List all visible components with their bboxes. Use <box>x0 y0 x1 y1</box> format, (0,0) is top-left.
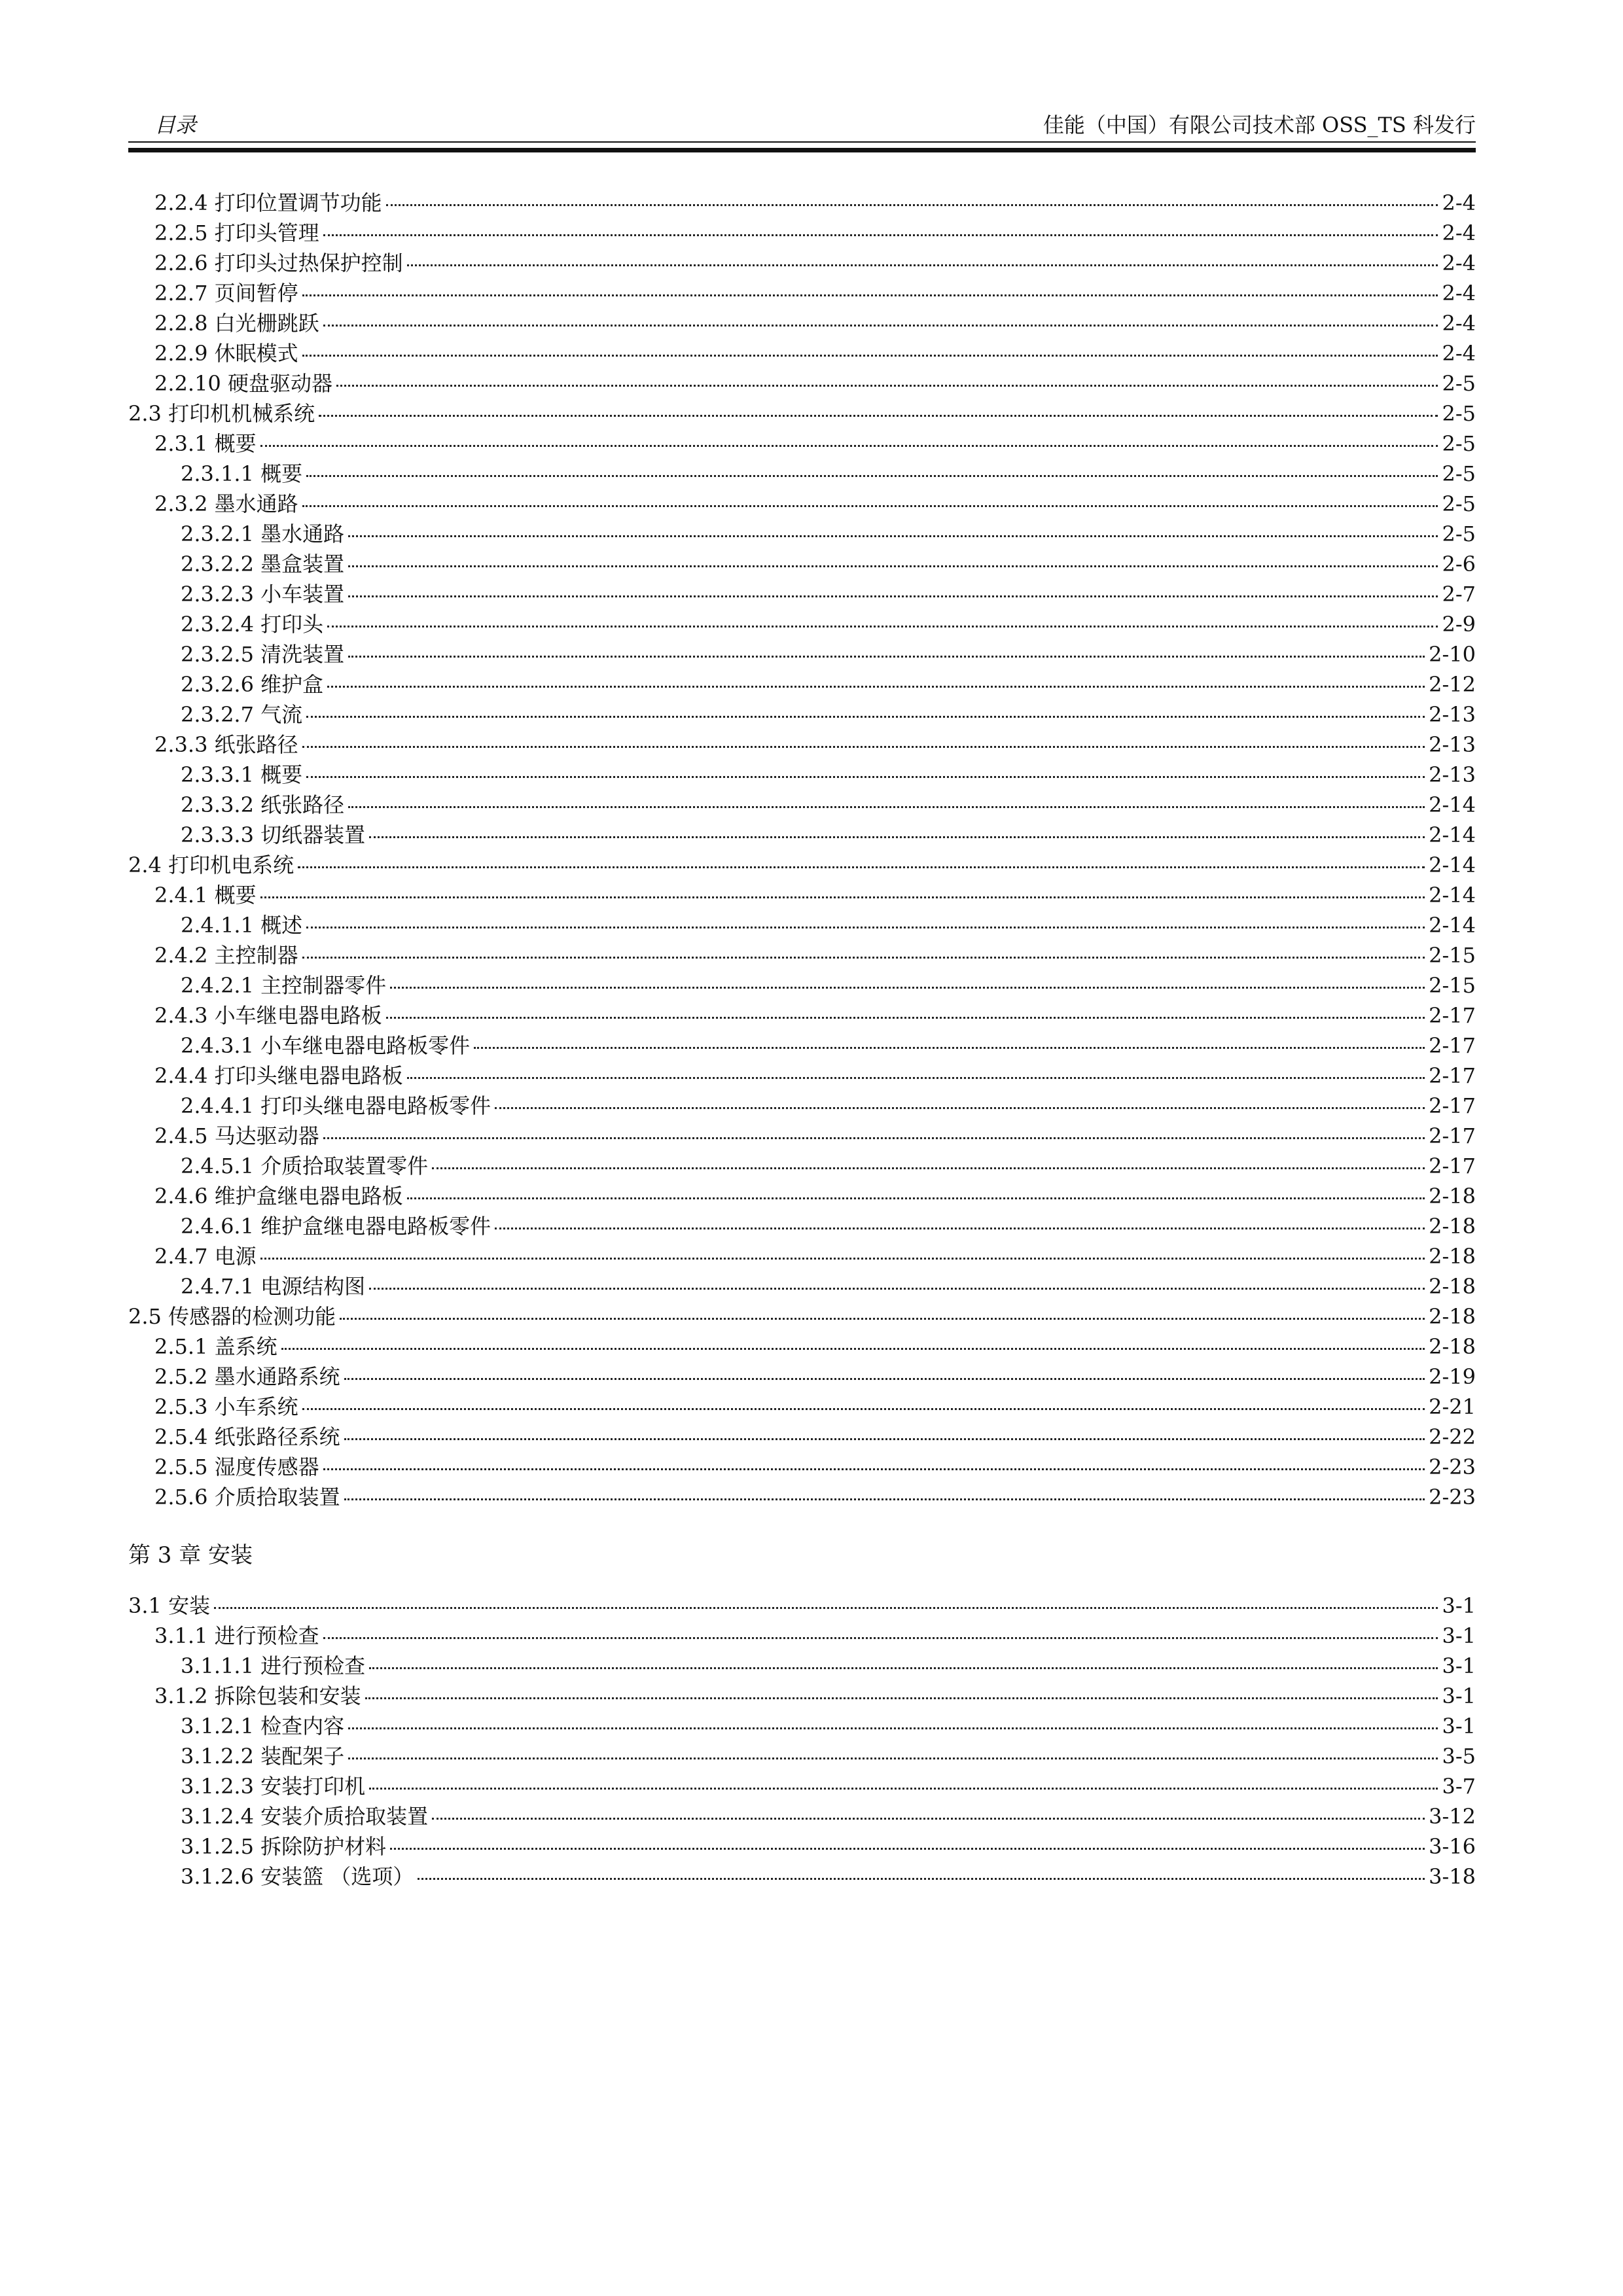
toc-entry-title: 2.5.3 小车系统 <box>154 1394 298 1419</box>
toc-entry[interactable] <box>128 1650 1476 1680</box>
toc-entry-page: 3-1 <box>1442 1714 1476 1739</box>
toc-entry-page: 2-14 <box>1429 822 1476 847</box>
toc-entry-page: 3-1 <box>1442 1653 1476 1678</box>
toc-entry-page: 2-14 <box>1429 913 1476 938</box>
toc-section-chapter3 <box>128 1589 1476 1890</box>
toc-leader-dots <box>302 1408 1425 1410</box>
toc-entry[interactable] <box>128 307 1476 337</box>
toc-entry[interactable] <box>128 247 1476 277</box>
toc-leader-dots <box>306 716 1425 718</box>
toc-entry[interactable] <box>128 1360 1476 1390</box>
toc-entry-title: 2.3 打印机机械系统 <box>128 401 315 426</box>
toc-entry-page: 2-23 <box>1429 1455 1476 1479</box>
toc-entry[interactable] <box>128 1150 1476 1180</box>
toc-entry-title: 2.4.7.1 电源结构图 <box>181 1274 366 1299</box>
toc-entry[interactable] <box>128 367 1476 397</box>
toc-entry[interactable] <box>128 427 1476 457</box>
toc-entry-title: 2.4.3 小车继电器电路板 <box>154 1003 382 1028</box>
toc-entry[interactable] <box>128 668 1476 698</box>
toc-entry[interactable] <box>128 879 1476 909</box>
toc-entry-title: 2.3.2.5 清洗装置 <box>181 642 345 667</box>
toc-entry-page: 3-12 <box>1429 1804 1476 1829</box>
toc-entry[interactable] <box>128 1180 1476 1210</box>
toc-leader-dots <box>369 836 1425 838</box>
toc-entry-title: 2.5 传感器的检测功能 <box>128 1304 336 1329</box>
toc-entry-title: 2.5.6 介质拾取装置 <box>154 1485 340 1510</box>
toc-entry-title: 2.2.7 页间暂停 <box>154 281 298 306</box>
toc-entry-title: 2.2.5 打印头管理 <box>154 221 319 245</box>
toc-entry-page: 2-21 <box>1429 1394 1476 1419</box>
toc-entry[interactable] <box>128 819 1476 849</box>
toc-entry-page: 2-10 <box>1429 642 1476 667</box>
toc-leader-dots <box>390 987 1425 989</box>
toc-leader-dots <box>432 1167 1425 1169</box>
toc-entry-title: 2.3.2.2 墨盒装置 <box>181 552 345 576</box>
toc-leader-dots <box>302 294 1438 296</box>
toc-leader-dots <box>260 445 1438 447</box>
toc-leader-dots <box>474 1047 1425 1049</box>
toc-entry-page: 2-18 <box>1429 1184 1476 1209</box>
toc-entry[interactable] <box>128 578 1476 608</box>
toc-leader-dots <box>323 1468 1425 1470</box>
toc-leader-dots <box>302 505 1438 507</box>
toc-leader-dots <box>323 1137 1425 1139</box>
toc-entry-title: 3.1.2.2 装配架子 <box>181 1744 345 1769</box>
toc-entry-page: 3-18 <box>1429 1864 1476 1889</box>
toc-leader-dots <box>344 1498 1425 1500</box>
toc-entry-page: 3-1 <box>1442 1623 1476 1648</box>
toc-leader-dots <box>365 1697 1438 1699</box>
toc-entry-title: 2.4.3.1 小车继电器电路板零件 <box>181 1033 471 1058</box>
toc-entry[interactable] <box>128 1740 1476 1770</box>
toc-entry-page: 3-7 <box>1442 1774 1476 1799</box>
toc-leader-dots <box>260 1258 1425 1260</box>
toc-leader-dots <box>386 1017 1425 1019</box>
toc-entry-page: 2-7 <box>1442 582 1476 607</box>
toc-entry-title: 2.3.2 墨水通路 <box>154 491 298 516</box>
toc-entry[interactable] <box>128 186 1476 217</box>
toc-entry-page: 2-15 <box>1429 973 1476 998</box>
toc-entry-title: 2.5.2 墨水通路系统 <box>154 1364 340 1389</box>
toc-entry[interactable] <box>128 1860 1476 1890</box>
toc-entry[interactable] <box>128 1800 1476 1830</box>
toc-entry-page: 2-17 <box>1429 1003 1476 1028</box>
toc-leader-dots <box>214 1607 1438 1609</box>
toc-entry-page: 3-1 <box>1442 1593 1476 1618</box>
toc-entry-title: 3.1.1.1 进行预检查 <box>181 1653 366 1678</box>
toc-entry-page: 2-17 <box>1429 1093 1476 1118</box>
toc-leader-dots <box>323 325 1438 327</box>
toc-entry-title: 3.1.1 进行预检查 <box>154 1623 319 1648</box>
toc-entry-title: 2.4.1 概要 <box>154 883 257 908</box>
toc-leader-dots <box>390 1848 1425 1850</box>
toc-entry-title: 2.4 打印机电系统 <box>128 853 294 877</box>
toc-entry[interactable] <box>128 487 1476 518</box>
toc-entry-page: 2-5 <box>1442 431 1476 456</box>
toc-entry-title: 2.3.3 纸张路径 <box>154 732 298 757</box>
toc-entry[interactable] <box>128 1680 1476 1710</box>
toc-entry[interactable] <box>128 999 1476 1029</box>
toc-entry-page: 2-17 <box>1429 1063 1476 1088</box>
header-rule-thin <box>128 141 1476 143</box>
toc-entry-page: 3-16 <box>1429 1834 1476 1859</box>
toc-leader-dots <box>432 1818 1425 1820</box>
toc-entry[interactable] <box>128 969 1476 999</box>
toc-entry-page: 2-4 <box>1442 190 1476 215</box>
toc-entry-title: 2.3.2.3 小车装置 <box>181 582 345 607</box>
toc-entry-page: 2-17 <box>1429 1033 1476 1058</box>
toc-entry[interactable] <box>128 849 1476 879</box>
toc-entry[interactable] <box>128 1330 1476 1360</box>
toc-leader-dots <box>386 204 1438 206</box>
toc-entry-page: 2-17 <box>1429 1154 1476 1178</box>
toc-entry[interactable] <box>128 788 1476 819</box>
toc-entry-title: 2.2.9 休眠模式 <box>154 341 298 366</box>
toc-entry[interactable] <box>128 1120 1476 1150</box>
toc-entry-title: 2.3.2.7 气流 <box>181 702 303 727</box>
header-section-title: 目录 <box>154 113 197 137</box>
header-publisher: 佳能（中国）有限公司技术部 OSS_TS 科发行 <box>1043 113 1476 137</box>
toc-entry-title: 2.4.5.1 介质拾取装置零件 <box>181 1154 429 1178</box>
toc-leader-dots <box>323 234 1438 236</box>
toc-entry-title: 2.4.4 打印头继电器电路板 <box>154 1063 403 1088</box>
toc-leader-dots <box>336 385 1438 387</box>
toc-entry-page: 2-14 <box>1429 853 1476 877</box>
toc-entry-title: 2.2.4 打印位置调节功能 <box>154 190 382 215</box>
toc-entry[interactable] <box>128 1710 1476 1740</box>
toc-entry-title: 2.3.2.1 墨水通路 <box>181 521 345 546</box>
toc-entry-title: 2.4.2 主控制器 <box>154 943 298 968</box>
toc-entry-page: 2-6 <box>1442 552 1476 576</box>
toc-leader-dots <box>348 535 1438 537</box>
toc-leader-dots <box>319 415 1438 417</box>
toc-entry-page: 2-5 <box>1442 461 1476 486</box>
toc-entry[interactable] <box>128 1481 1476 1511</box>
toc-entry[interactable] <box>128 1619 1476 1650</box>
toc-leader-dots <box>302 957 1425 959</box>
toc-leader-dots <box>306 475 1438 477</box>
toc-entry-page: 2-4 <box>1442 311 1476 336</box>
toc-entry-page: 2-17 <box>1429 1123 1476 1148</box>
toc-entry[interactable] <box>128 1300 1476 1330</box>
toc-entry[interactable] <box>128 1089 1476 1120</box>
toc-entry[interactable] <box>128 548 1476 578</box>
toc-entry[interactable] <box>128 457 1476 487</box>
toc-leader-dots <box>306 776 1425 778</box>
toc-entry-title: 2.5.4 纸张路径系统 <box>154 1424 340 1449</box>
toc-entry-page: 2-18 <box>1429 1214 1476 1239</box>
toc-entry-title: 2.4.7 电源 <box>154 1244 257 1269</box>
toc-entry[interactable] <box>128 1770 1476 1800</box>
toc-leader-dots <box>348 595 1438 597</box>
toc-leader-dots <box>407 1197 1425 1199</box>
toc-entry-page: 2-5 <box>1442 521 1476 546</box>
toc-leader-dots <box>418 1878 1425 1880</box>
toc-entry-page: 2-4 <box>1442 221 1476 245</box>
toc-entry-title: 2.4.6 维护盒继电器电路板 <box>154 1184 403 1209</box>
toc-entry-page: 2-13 <box>1429 702 1476 727</box>
toc-entry-title: 2.3.1.1 概要 <box>181 461 303 486</box>
toc-leader-dots <box>302 355 1438 357</box>
toc-entry-page: 3-5 <box>1442 1744 1476 1769</box>
toc-entry-page: 2-4 <box>1442 281 1476 306</box>
toc-entry-page: 2-12 <box>1429 672 1476 697</box>
toc-entry-title: 2.3.2.4 打印头 <box>181 612 324 637</box>
toc-entry-title: 2.5.1 盖系统 <box>154 1334 277 1359</box>
toc-entry[interactable] <box>128 1451 1476 1481</box>
toc-entry[interactable] <box>128 1390 1476 1421</box>
toc-entry-page: 2-14 <box>1429 883 1476 908</box>
toc-entry-title: 3.1.2.5 拆除防护材料 <box>181 1834 387 1859</box>
toc-leader-dots <box>407 1077 1425 1079</box>
toc-leader-dots <box>298 866 1425 868</box>
table-of-contents <box>128 186 1476 1890</box>
toc-entry-title: 3.1.2.6 安装篮 （选项） <box>181 1864 414 1889</box>
toc-leader-dots <box>327 686 1425 688</box>
toc-leader-dots <box>348 1757 1438 1759</box>
toc-entry[interactable] <box>128 1421 1476 1451</box>
toc-entry-title: 2.4.6.1 维护盒继电器电路板零件 <box>181 1214 491 1239</box>
toc-entry-page: 2-18 <box>1429 1244 1476 1269</box>
toc-entry-page: 2-22 <box>1429 1424 1476 1449</box>
toc-entry-page: 2-13 <box>1429 732 1476 757</box>
toc-leader-dots <box>323 1637 1438 1639</box>
toc-entry[interactable] <box>128 909 1476 939</box>
toc-entry-page: 2-18 <box>1429 1304 1476 1329</box>
toc-entry-title: 3.1.2 拆除包装和安装 <box>154 1684 361 1708</box>
toc-entry-title: 2.2.10 硬盘驱动器 <box>154 371 332 396</box>
toc-leader-dots <box>407 264 1438 266</box>
toc-entry[interactable] <box>128 1210 1476 1240</box>
toc-entry[interactable] <box>128 698 1476 728</box>
toc-leader-dots <box>306 927 1425 928</box>
toc-leader-dots <box>348 656 1425 658</box>
toc-leader-dots <box>340 1318 1425 1320</box>
toc-leader-dots <box>348 806 1425 808</box>
toc-leader-dots <box>369 1667 1438 1669</box>
chapter-heading: 第 3 章 安装 <box>128 1542 253 1568</box>
toc-entry-title: 2.5.5 湿度传感器 <box>154 1455 319 1479</box>
toc-entry-title: 3.1.2.4 安装介质拾取装置 <box>181 1804 429 1829</box>
toc-leader-dots <box>344 1378 1425 1380</box>
toc-entry[interactable] <box>128 337 1476 367</box>
toc-entry[interactable] <box>128 518 1476 548</box>
toc-entry-page: 2-18 <box>1429 1334 1476 1359</box>
toc-entry-title: 3.1 安装 <box>128 1593 211 1618</box>
toc-entry[interactable] <box>128 1270 1476 1300</box>
toc-leader-dots <box>348 565 1438 567</box>
toc-entry[interactable] <box>128 608 1476 638</box>
header-rule-thick <box>128 148 1476 152</box>
toc-section-chapter2 <box>128 186 1476 1511</box>
toc-entry-page: 2-5 <box>1442 401 1476 426</box>
toc-entry-page: 2-5 <box>1442 491 1476 516</box>
toc-leader-dots <box>369 1788 1438 1790</box>
toc-entry-page: 2-15 <box>1429 943 1476 968</box>
toc-entry-page: 2-13 <box>1429 762 1476 787</box>
toc-entry-page: 2-4 <box>1442 251 1476 275</box>
toc-entry[interactable] <box>128 758 1476 788</box>
toc-entry-page: 2-14 <box>1429 792 1476 817</box>
toc-leader-dots <box>327 626 1438 627</box>
toc-entry-title: 2.3.2.6 维护盒 <box>181 672 324 697</box>
toc-entry-title: 2.3.3.3 切纸器装置 <box>181 822 366 847</box>
toc-entry-title: 2.4.2.1 主控制器零件 <box>181 973 387 998</box>
toc-leader-dots <box>369 1288 1425 1290</box>
toc-entry-title: 2.4.1.1 概述 <box>181 913 303 938</box>
toc-entry[interactable] <box>128 1589 1476 1619</box>
toc-entry-title: 2.3.3.1 概要 <box>181 762 303 787</box>
toc-entry-title: 2.4.4.1 打印头继电器电路板零件 <box>181 1093 491 1118</box>
toc-entry-title: 3.1.2.1 检查内容 <box>181 1714 345 1739</box>
toc-entry[interactable] <box>128 1830 1476 1860</box>
toc-leader-dots <box>495 1107 1425 1109</box>
toc-entry[interactable] <box>128 638 1476 668</box>
toc-leader-dots <box>260 896 1425 898</box>
toc-entry-title: 2.4.5 马达驱动器 <box>154 1123 319 1148</box>
toc-entry[interactable] <box>128 1240 1476 1270</box>
toc-entry-page: 2-9 <box>1442 612 1476 637</box>
toc-entry[interactable] <box>128 1029 1476 1059</box>
toc-leader-dots <box>344 1438 1425 1440</box>
toc-entry-title: 2.2.6 打印头过热保护控制 <box>154 251 403 275</box>
toc-leader-dots <box>281 1348 1425 1350</box>
toc-leader-dots <box>302 746 1425 748</box>
toc-entry-page: 2-4 <box>1442 341 1476 366</box>
toc-entry-page: 2-23 <box>1429 1485 1476 1510</box>
toc-entry-title: 2.3.1 概要 <box>154 431 257 456</box>
toc-entry[interactable] <box>128 277 1476 307</box>
toc-entry[interactable] <box>128 1059 1476 1089</box>
toc-entry[interactable] <box>128 397 1476 427</box>
toc-leader-dots <box>495 1227 1425 1229</box>
toc-entry-title: 3.1.2.3 安装打印机 <box>181 1774 366 1799</box>
toc-entry-page: 2-18 <box>1429 1274 1476 1299</box>
toc-leader-dots <box>348 1727 1438 1729</box>
toc-entry[interactable] <box>128 728 1476 758</box>
toc-entry-page: 2-5 <box>1442 371 1476 396</box>
toc-entry-title: 2.3.3.2 纸张路径 <box>181 792 345 817</box>
page-header <box>128 98 1476 141</box>
toc-entry-title: 2.2.8 白光栅跳跃 <box>154 311 319 336</box>
toc-entry-page: 3-1 <box>1442 1684 1476 1708</box>
toc-entry[interactable] <box>128 217 1476 247</box>
toc-entry-page: 2-19 <box>1429 1364 1476 1389</box>
toc-entry[interactable] <box>128 939 1476 969</box>
